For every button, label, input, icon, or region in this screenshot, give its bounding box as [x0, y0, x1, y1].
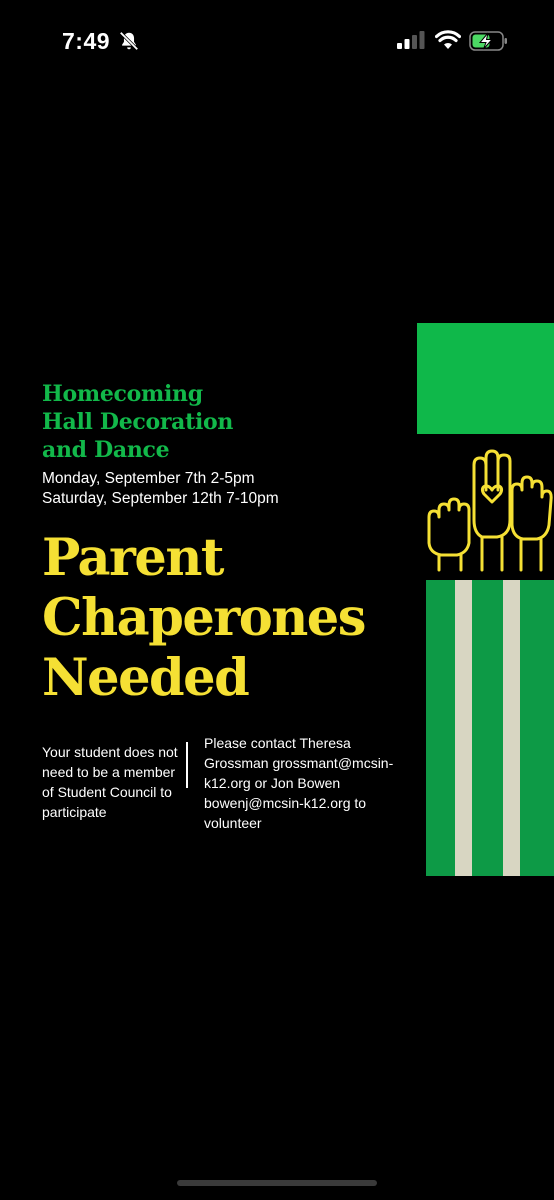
- striped-panel: [426, 580, 554, 876]
- headline: [42, 528, 365, 708]
- membership-note: Your student does not need to be a member of Student Council to participate: [42, 744, 178, 820]
- event-title-line: Homecoming: [42, 381, 203, 407]
- event-date-monday: Monday, September 7th 2-5pm: [42, 470, 255, 487]
- event-title: [42, 380, 233, 464]
- event-title-line: Hall Decoration: [42, 409, 234, 435]
- headline-line: Needed: [42, 648, 249, 708]
- headline-line: Chaperones: [42, 588, 365, 648]
- event-title-line: and Dance: [42, 437, 170, 463]
- contact-note: Please contact Theresa Grossman grossmant@mcsin-k12.org or Jon Bowen bowenj@mcsin-k12.org to volunteer: [204, 735, 394, 831]
- green-block: [417, 323, 554, 434]
- home-indicator[interactable]: [177, 1180, 377, 1186]
- raised-hands-heart-icon: [417, 445, 554, 575]
- status-time: 7:49: [62, 28, 111, 54]
- event-date-saturday: Saturday, September 12th 7-10pm: [42, 490, 279, 507]
- headline-line: Parent: [42, 528, 223, 588]
- vertical-divider: [186, 742, 188, 788]
